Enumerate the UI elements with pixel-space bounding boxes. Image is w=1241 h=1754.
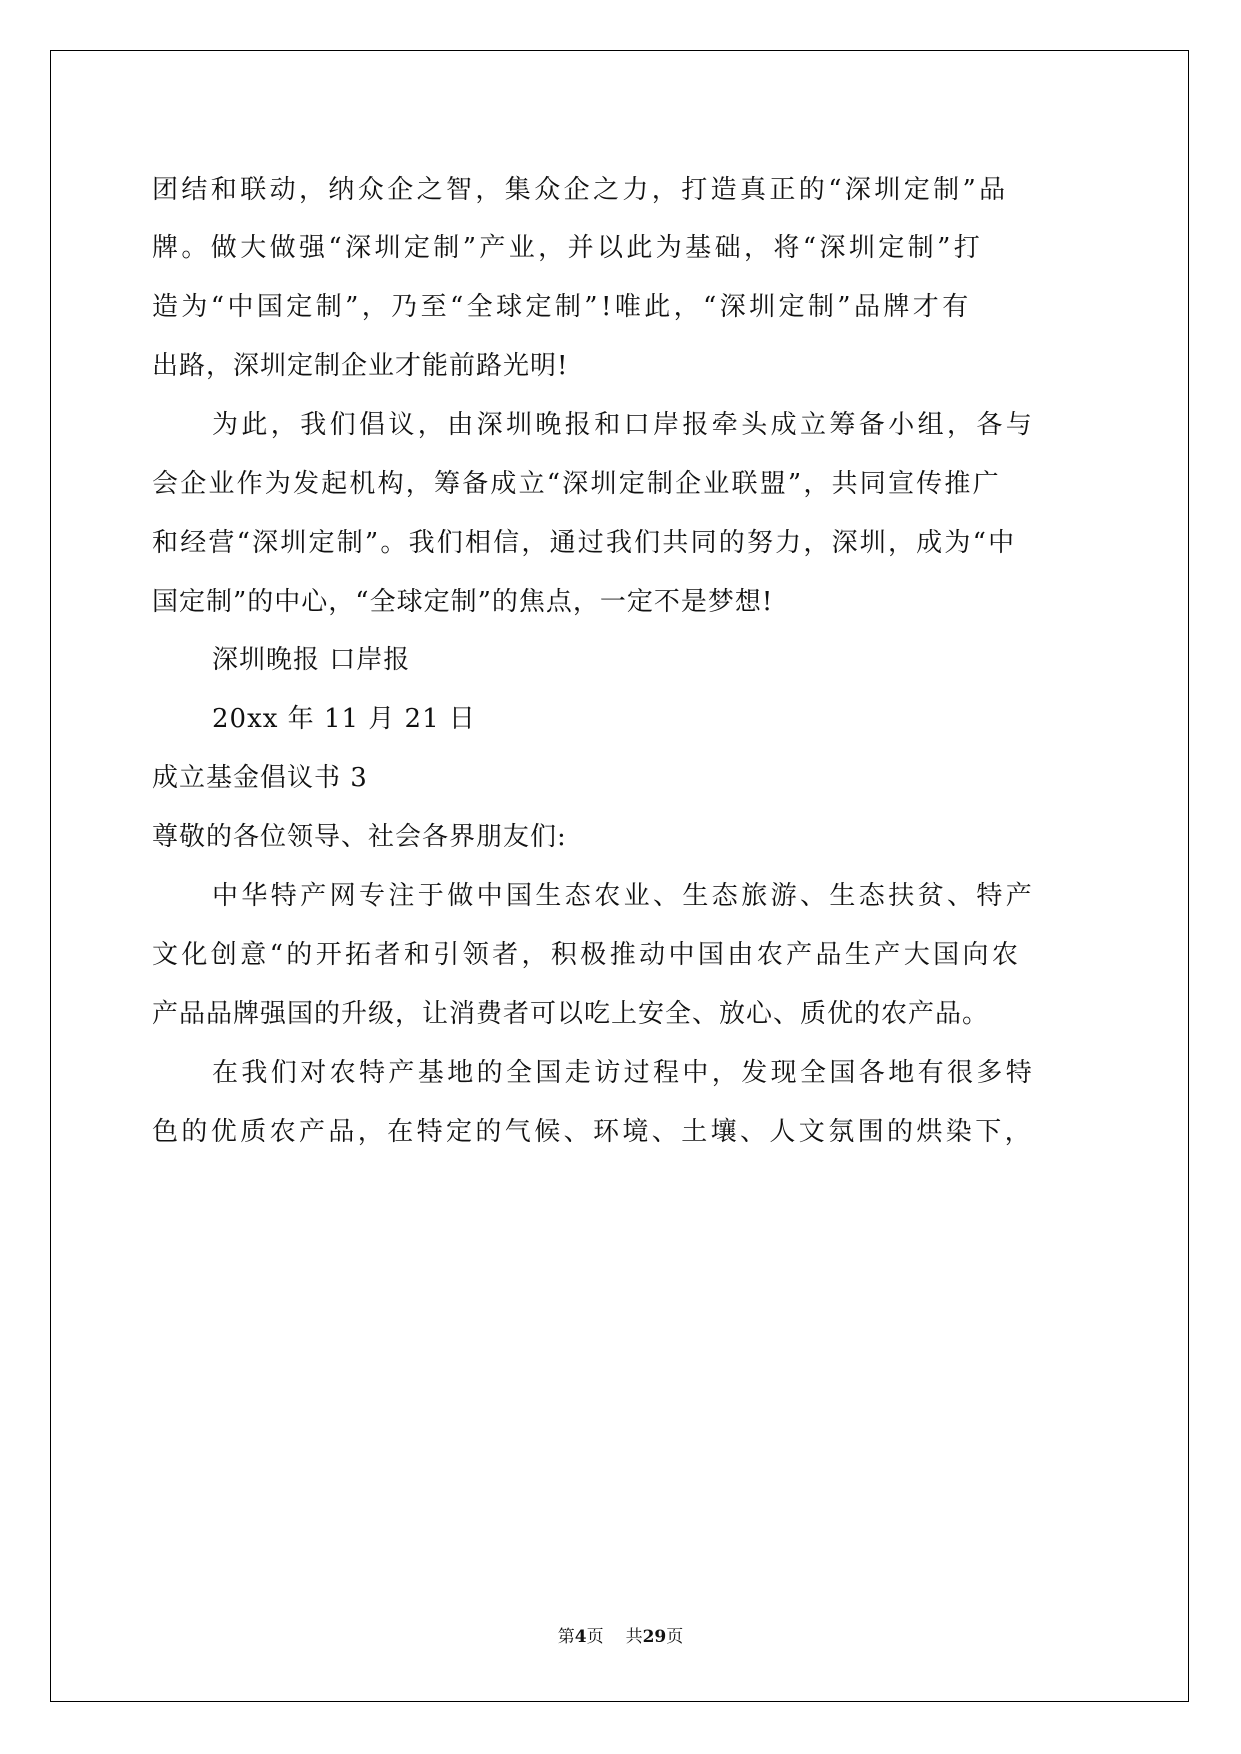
total-pages: 29 (642, 1627, 667, 1647)
date-line: 20xx 年 11 月 21 日 (212, 704, 476, 734)
text-line: 造为“中国定制”，乃至“全球定制”!唯此，“深圳定制”品牌才有 (152, 292, 972, 322)
page-number: 4 (574, 1627, 587, 1647)
text-line: 为此，我们倡议，由深圳晚报和口岸报牵头成立筹备小组，各与 (212, 410, 1036, 440)
text-line: 出路，深圳定制企业才能前路光明! (152, 351, 569, 381)
text-line: 在我们对农特产基地的全国走访过程中，发现全国各地有很多特 (212, 1058, 1036, 1088)
text-line: 会企业作为发起机构，筹备成立“深圳定制企业联盟”，共同宣传推广 (152, 469, 1001, 499)
text-line: 产品品牌强国的升级，让消费者可以吃上安全、放心、质优的农产品。 (152, 999, 990, 1029)
page-footer (0, 1622, 1241, 1647)
section-title: 成立基金倡议书 3 (152, 763, 368, 793)
text-line: 和经营“深圳定制”。我们相信，通过我们共同的努力，深圳，成为“中 (152, 528, 1017, 558)
text-line: 国定制”的中心，“全球定制”的焦点，一定不是梦想! (152, 587, 774, 617)
text-line: 团结和联动，纳众企之智，集众企之力，打造真正的“深圳定制”品 (152, 175, 1009, 205)
text-line: 牌。做大做强“深圳定制”产业，并以此为基础，将“深圳定制”打 (152, 233, 984, 263)
signature-line: 深圳晚报 口岸报 (212, 645, 411, 675)
page-suffix: 页 (586, 1627, 604, 1647)
text-line: 文化创意“的开拓者和引领者，积极推动中国由农产品生产大国向农 (152, 940, 1022, 970)
salutation: 尊敬的各位领导、社会各界朋友们: (152, 822, 567, 852)
page-prefix: 第 (557, 1627, 575, 1647)
text-line: 中华特产网专注于做中国生态农业、生态旅游、生态扶贫、特产 (212, 881, 1036, 911)
text-line: 色的优质农产品，在特定的气候、环境、土壤、人文氛围的烘染下， (152, 1117, 1035, 1147)
total-prefix: 共 (625, 1627, 643, 1647)
total-suffix: 页 (666, 1627, 684, 1647)
